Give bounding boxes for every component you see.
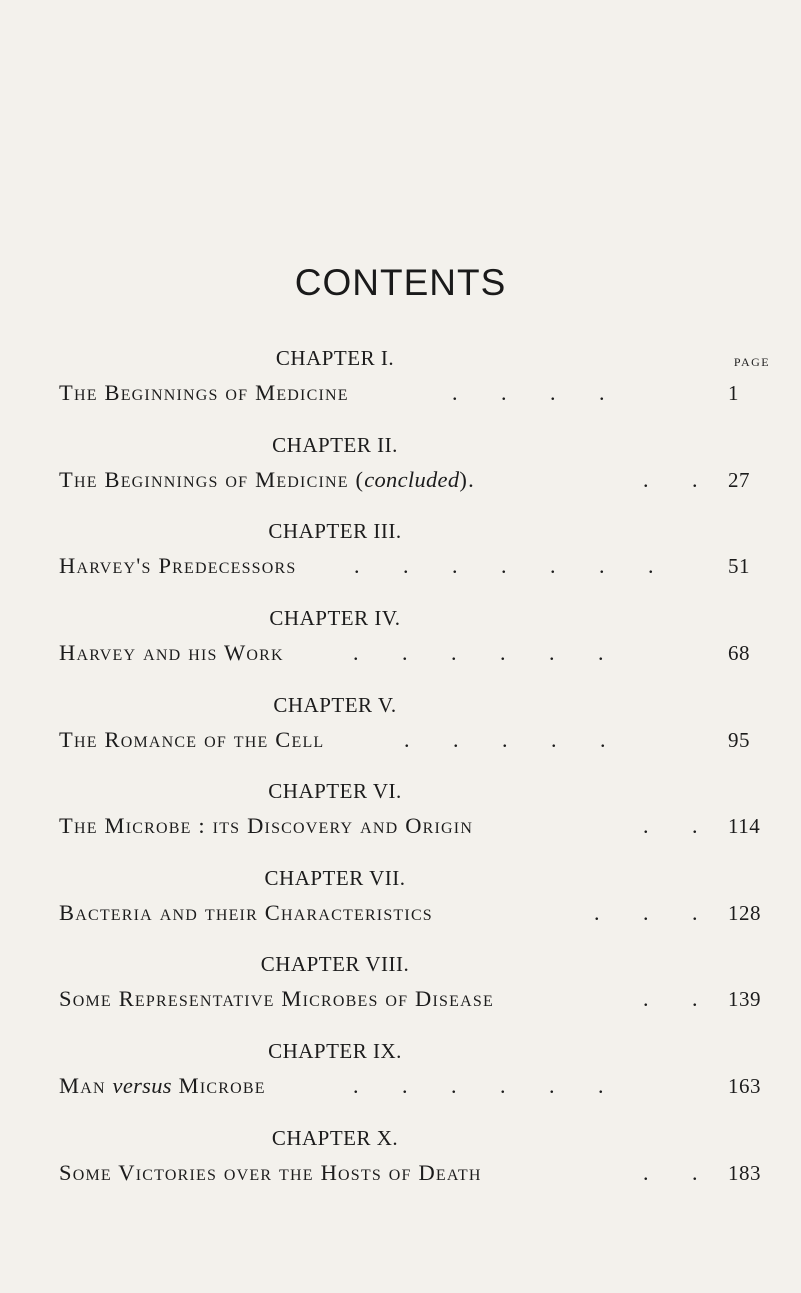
dot-leaders: . . bbox=[643, 813, 717, 838]
dot-leaders: . . bbox=[643, 467, 717, 492]
chapter-title[interactable]: Harvey's Predecessors bbox=[59, 553, 297, 578]
toc-entry-7 bbox=[0, 866, 801, 946]
page-title: CONTENTS bbox=[294, 262, 507, 303]
dot-leaders: . . . . . . bbox=[353, 640, 623, 665]
chapter-title[interactable]: The Microbe : its Discovery and Origin bbox=[59, 813, 474, 838]
chapter-heading: CHAPTER VII. bbox=[264, 866, 406, 890]
chapter-title[interactable]: The Beginnings of Medicine (concluded). bbox=[59, 467, 475, 492]
chapter-title[interactable]: Bacteria and their Characteristics bbox=[59, 900, 433, 925]
chapter-heading: CHAPTER I. bbox=[275, 346, 395, 370]
dot-leaders: . . . . . . bbox=[353, 1073, 623, 1098]
page-number[interactable]: 51 bbox=[728, 554, 750, 578]
chapter-heading: CHAPTER II. bbox=[272, 433, 398, 457]
chapter-heading: CHAPTER V. bbox=[273, 693, 397, 717]
toc-entry-3 bbox=[0, 519, 801, 599]
page-number[interactable]: 128 bbox=[728, 901, 761, 925]
dot-leaders: . . . bbox=[594, 900, 717, 925]
chapter-title[interactable]: Some Representative Microbes of Disease bbox=[59, 986, 494, 1011]
toc-entry-2 bbox=[0, 433, 801, 513]
chapter-heading: CHAPTER VI. bbox=[268, 779, 402, 803]
dot-leaders: . . bbox=[643, 1160, 717, 1185]
chapter-heading: CHAPTER X. bbox=[271, 1126, 399, 1150]
chapter-title[interactable]: The Beginnings of Medicine bbox=[59, 380, 349, 405]
chapter-title[interactable]: Some Victories over the Hosts of Death bbox=[59, 1160, 482, 1185]
page-column-label: PAGE bbox=[733, 355, 771, 369]
page-number[interactable]: 139 bbox=[728, 987, 761, 1011]
dot-leaders: . . . . . bbox=[404, 727, 625, 752]
chapter-title[interactable]: Man versus Microbe bbox=[59, 1073, 266, 1098]
toc-entry-5 bbox=[0, 693, 801, 773]
page-number[interactable]: 114 bbox=[728, 814, 761, 838]
toc-entry-4 bbox=[0, 606, 801, 686]
toc-entry-6 bbox=[0, 779, 801, 859]
chapter-heading: CHAPTER III. bbox=[268, 519, 402, 543]
toc-entry-9 bbox=[0, 1039, 801, 1119]
chapter-heading: CHAPTER IX. bbox=[268, 1039, 402, 1063]
chapter-title[interactable]: Harvey and his Work bbox=[59, 640, 284, 665]
toc-entry-1 bbox=[0, 346, 801, 426]
chapter-heading: CHAPTER VIII. bbox=[260, 952, 410, 976]
dot-leaders: . . bbox=[643, 986, 717, 1011]
dot-leaders: . . . . bbox=[452, 380, 624, 405]
toc-entry-8 bbox=[0, 952, 801, 1032]
chapter-title[interactable]: The Romance of the Cell bbox=[59, 727, 325, 752]
page-number[interactable]: 27 bbox=[728, 468, 750, 492]
dot-leaders: . . . . . . . bbox=[354, 553, 673, 578]
page-number[interactable]: 163 bbox=[728, 1074, 761, 1098]
page-number[interactable]: 1 bbox=[728, 381, 739, 405]
toc-entry-10 bbox=[0, 1126, 801, 1206]
chapter-heading: CHAPTER IV. bbox=[269, 606, 401, 630]
page-number[interactable]: 183 bbox=[728, 1161, 761, 1185]
page-number[interactable]: 95 bbox=[728, 728, 750, 752]
page-number[interactable]: 68 bbox=[728, 641, 750, 665]
